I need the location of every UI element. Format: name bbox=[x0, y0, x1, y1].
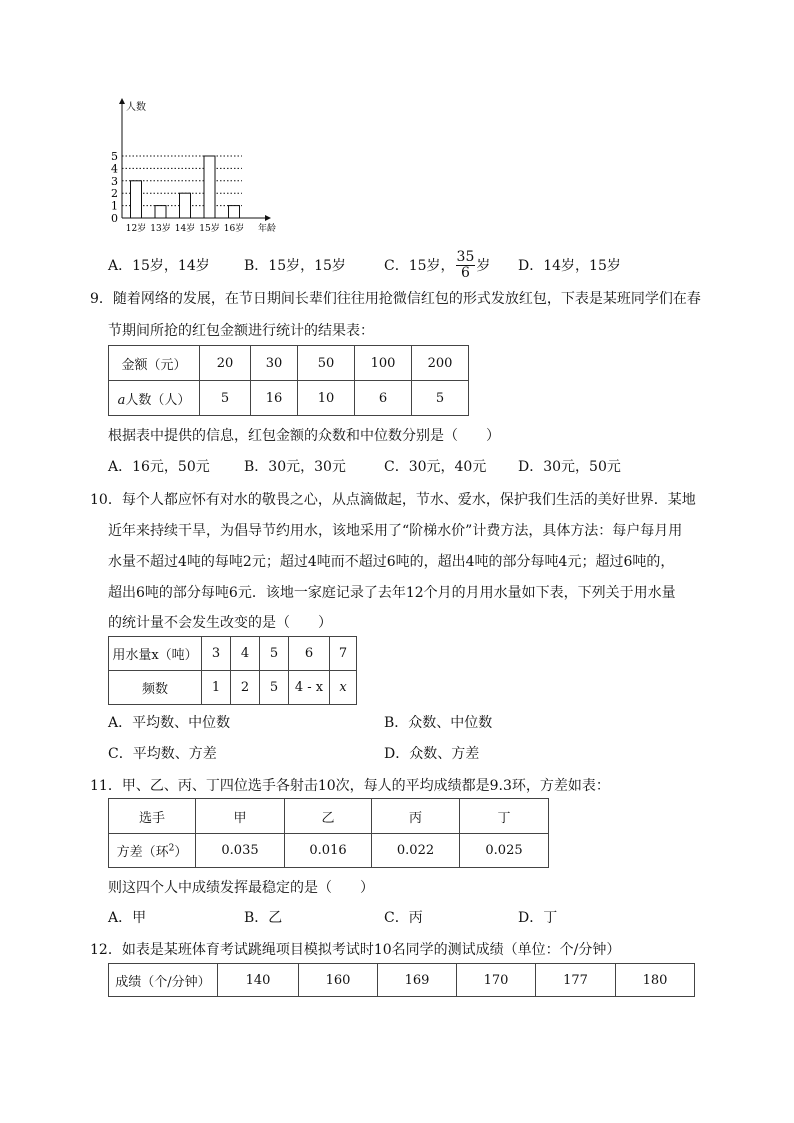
q10-cell: 7 bbox=[330, 637, 357, 671]
q10-header-frequency: 频数 bbox=[109, 671, 202, 705]
x-tick-label: 15岁 bbox=[199, 224, 220, 234]
q10-options-row1 bbox=[108, 712, 492, 732]
q12-header-score: 成绩（个/分钟） bbox=[109, 964, 218, 997]
bar bbox=[180, 193, 191, 218]
q11-cell: 0.035 bbox=[196, 834, 285, 868]
q10-option-a[interactable]: A．平均数、中位数 bbox=[108, 715, 231, 731]
q10-stem-line5: 的统计量不会发生改变的是（ ） bbox=[108, 615, 332, 631]
fraction-denominator: 6 bbox=[460, 264, 470, 281]
q11-cell: 乙 bbox=[285, 799, 372, 834]
y-axis-arrow bbox=[119, 98, 125, 104]
x-tick-label: 16岁 bbox=[223, 224, 245, 234]
bar bbox=[204, 156, 215, 218]
q8-option-c-prefix: C．15岁， bbox=[384, 258, 455, 274]
q10-cell: 2 bbox=[231, 671, 260, 705]
q11-cell: 丁 bbox=[460, 799, 549, 834]
q9-cell: 20 bbox=[200, 346, 251, 381]
q12-cell: 177 bbox=[536, 964, 616, 997]
q9-cell: 5 bbox=[200, 381, 251, 416]
bar bbox=[229, 206, 240, 218]
q9-cell: 30 bbox=[251, 346, 298, 381]
q10-cell: 5 bbox=[260, 671, 289, 705]
q10-table bbox=[108, 636, 357, 705]
y-axis-label: 人数 bbox=[126, 102, 146, 113]
q10-stem-line1: 10．每个人都应怀有对水的敬畏之心，从点滴做起，节水、爱水，保护我们生活的美好世界．某地 bbox=[90, 492, 696, 508]
q8-option-c[interactable] bbox=[384, 250, 518, 280]
q11-options bbox=[108, 907, 557, 927]
q11-option-d[interactable]: D．丁 bbox=[518, 910, 558, 926]
q9-header-amount: 金额（元） bbox=[109, 346, 200, 381]
q11-question: 则这四个人中成绩发挥最稳定的是（ ） bbox=[108, 880, 374, 896]
q10-cell: 4 - x bbox=[289, 671, 330, 705]
q10-stem-line3: 水量不超过4吨的每吨2元；超过4吨而不超过6吨的，超出4吨的部分每吨4元；超过6吨的， bbox=[108, 554, 675, 570]
y-tick-label: 2 bbox=[111, 187, 118, 201]
q10-cell: x bbox=[330, 671, 357, 705]
y-tick-label: 4 bbox=[111, 162, 118, 176]
q9-header-count-text: 人数（人） bbox=[125, 392, 191, 408]
q11-cell: 0.022 bbox=[372, 834, 460, 868]
q12-cell: 180 bbox=[616, 964, 695, 997]
q9-option-c[interactable]: C．30元，40元 bbox=[384, 459, 487, 475]
q11-variance-label: 方差（环 bbox=[116, 845, 169, 860]
q8-option-d[interactable]: D．14岁，15岁 bbox=[518, 258, 621, 274]
q11-cell: 丙 bbox=[372, 799, 460, 834]
q10-cell: 5 bbox=[260, 637, 289, 671]
q10-cell: 6 bbox=[289, 637, 330, 671]
q9-table bbox=[108, 345, 469, 416]
x-tick-label: 14岁 bbox=[174, 224, 196, 234]
q10-options-row2 bbox=[108, 743, 479, 763]
q10-stem-line2: 近年来持续干旱，为倡导节约用水，该地采用了“阶梯水价”计费方法，具体方法：每户每月用 bbox=[108, 523, 683, 539]
x-tick-label: 12岁 bbox=[125, 224, 147, 234]
q8-option-c-suffix: 岁 bbox=[476, 258, 491, 274]
fraction-numerator: 35 bbox=[456, 248, 475, 265]
q11-cell: 0.025 bbox=[460, 834, 549, 868]
y-tick-label: 1 bbox=[111, 199, 118, 213]
q9-option-a[interactable]: A．16元，50元 bbox=[108, 459, 210, 475]
q9-header-count bbox=[109, 381, 200, 416]
q8-option-b[interactable]: B．15岁，15岁 bbox=[244, 258, 346, 274]
q12-cell: 140 bbox=[218, 964, 299, 997]
q9-cell: 5 bbox=[412, 381, 469, 416]
q9-cell: 100 bbox=[355, 346, 412, 381]
q10-header-usage: 用水量x（吨） bbox=[109, 637, 202, 671]
bar bbox=[131, 181, 142, 218]
q10-option-b[interactable]: B．众数、中位数 bbox=[384, 715, 493, 731]
q9-cell: 50 bbox=[298, 346, 355, 381]
q11-cell: 甲 bbox=[196, 799, 285, 834]
q12-cell: 169 bbox=[378, 964, 457, 997]
q11-option-c[interactable]: C．丙 bbox=[384, 910, 423, 926]
x-axis-label: 年龄 bbox=[258, 224, 277, 234]
q12-table bbox=[108, 963, 695, 997]
x-axis-arrow bbox=[265, 215, 271, 221]
q11-variance-sup: 2 bbox=[168, 843, 175, 854]
q8-option-a[interactable]: A．15岁，14岁 bbox=[108, 258, 210, 274]
q9-option-d[interactable]: D．30元，50元 bbox=[518, 459, 621, 475]
q12-stem: 12．如表是某班体育考试跳绳项目模拟考试时10名同学的测试成绩（单位：个/分钟） bbox=[90, 942, 621, 958]
q8-option-c-fraction bbox=[456, 250, 476, 280]
q11-cell: 0.016 bbox=[285, 834, 372, 868]
q10-cell: 1 bbox=[202, 671, 231, 705]
q12-cell: 160 bbox=[299, 964, 378, 997]
age-bar-chart bbox=[100, 95, 290, 240]
q8-options bbox=[108, 250, 621, 280]
y-tick-label: 0 bbox=[111, 212, 118, 225]
q11-table bbox=[108, 798, 549, 868]
q10-option-d[interactable]: D．众数、方差 bbox=[384, 746, 480, 762]
q9-stem-line2: 节期间所抢的红包金额进行统计的结果表： bbox=[108, 323, 374, 339]
q10-option-c[interactable]: C．平均数、方差 bbox=[108, 746, 217, 762]
q10-cell: 3 bbox=[202, 637, 231, 671]
q10-cell: 4 bbox=[231, 637, 260, 671]
q9-option-b[interactable]: B．30元，30元 bbox=[244, 459, 346, 475]
q11-stem: 11．甲、乙、丙、丁四位选手各射击10次，每人的平均成绩都是9.3环，方差如表： bbox=[90, 778, 610, 794]
q11-option-a[interactable]: A．甲 bbox=[108, 910, 147, 926]
y-tick-label: 3 bbox=[111, 174, 118, 188]
q11-variance-tail: ） bbox=[174, 845, 188, 860]
q9-cell: 6 bbox=[355, 381, 412, 416]
variable-a: a bbox=[117, 392, 126, 408]
q12-cell: 170 bbox=[457, 964, 536, 997]
q9-options bbox=[108, 456, 621, 476]
q10-stem-line4: 超出6吨的部分每吨6元．该地一家庭记录了去年12个月的月用水量如下表，下列关于用水量 bbox=[108, 585, 676, 601]
q9-question: 根据表中提供的信息，红包金额的众数和中位数分别是（ ） bbox=[108, 428, 500, 444]
bar bbox=[155, 206, 166, 218]
q9-stem-line1: 9．随着网络的发展，在节日期间长辈们往往用抢微信红包的形式发放红包，下表是某班同学们在春 bbox=[90, 291, 701, 307]
q11-header-variance bbox=[109, 834, 196, 868]
q9-cell: 200 bbox=[412, 346, 469, 381]
q9-cell: 10 bbox=[298, 381, 355, 416]
q9-cell: 16 bbox=[251, 381, 298, 416]
q11-option-b[interactable]: B．乙 bbox=[244, 910, 283, 926]
y-tick-label: 5 bbox=[111, 150, 118, 163]
q11-header-player: 选手 bbox=[109, 799, 196, 834]
x-tick-label: 13岁 bbox=[150, 224, 171, 234]
